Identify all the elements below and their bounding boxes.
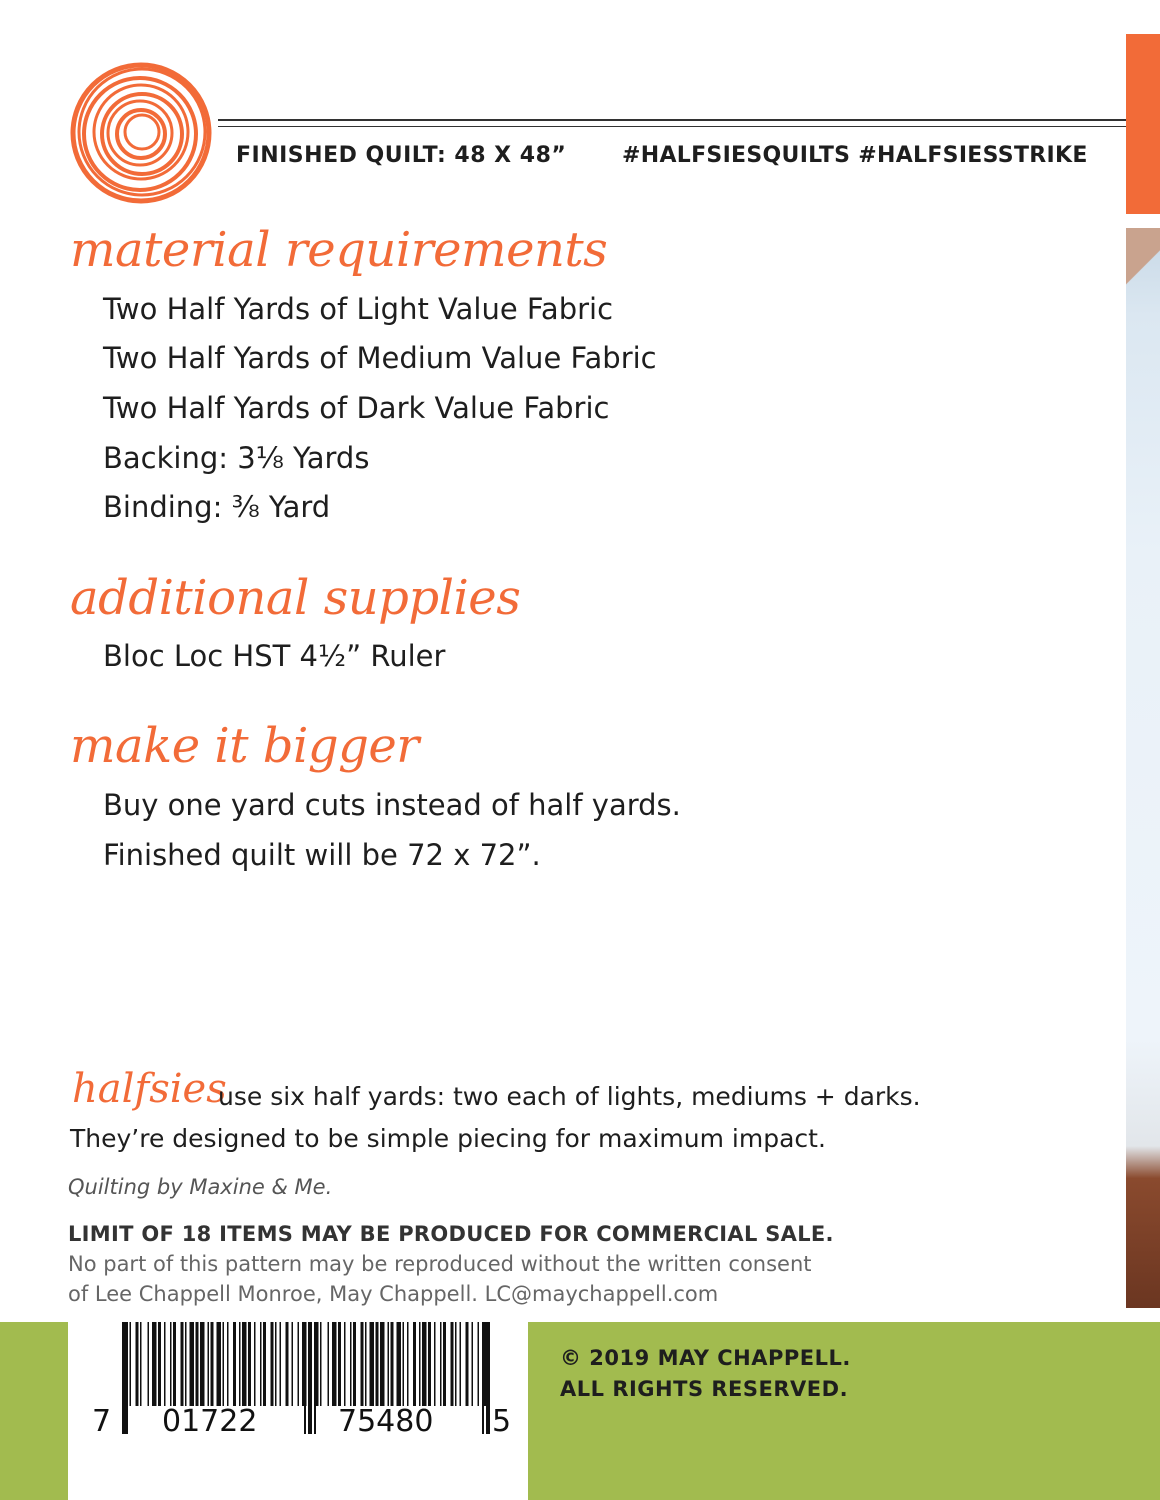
barcode-bar xyxy=(472,1322,474,1406)
barcode-bar xyxy=(275,1322,277,1406)
barcode-bar xyxy=(140,1322,142,1406)
barcode-bar xyxy=(365,1322,367,1406)
barcode-bar xyxy=(428,1322,431,1406)
barcode-bar xyxy=(164,1322,166,1406)
additional-supplies-title: additional supplies xyxy=(70,570,521,626)
edge-photo xyxy=(1126,228,1160,1308)
barcode-bar xyxy=(185,1322,187,1406)
barcode-guard-bar xyxy=(304,1322,306,1434)
barcode-bar xyxy=(332,1322,337,1406)
barcode-bars xyxy=(68,1312,528,1500)
barcode-bar xyxy=(190,1322,195,1406)
barcode-bar xyxy=(328,1322,330,1406)
barcode-bar xyxy=(242,1322,247,1406)
barcode-bar xyxy=(200,1322,205,1406)
bigger-item: Buy one yard cuts instead of half yards. xyxy=(103,788,681,822)
barcode-bar xyxy=(173,1322,176,1406)
barcode-bar xyxy=(353,1322,356,1406)
barcode-bar xyxy=(148,1322,150,1406)
barcode-bar xyxy=(455,1322,457,1406)
barcode-bar xyxy=(460,1322,462,1406)
barcode-guard-bar xyxy=(488,1322,490,1434)
barcode-bar xyxy=(397,1322,402,1406)
halfsies-description-2: They’re designed to be simple piecing for maximum impact. xyxy=(70,1124,826,1153)
barcode-bar xyxy=(158,1322,161,1406)
barcode-guard-bar xyxy=(486,1322,488,1434)
material-requirements-title: material requirements xyxy=(70,222,608,278)
material-item: Backing: 3⅛ Yards xyxy=(103,441,370,475)
barcode-digit-right: 5 xyxy=(492,1404,512,1439)
orange-edge-tab xyxy=(1126,34,1160,214)
barcode-group-2: 75480 xyxy=(338,1404,434,1439)
barcode-bar xyxy=(254,1322,256,1406)
barcode-bar xyxy=(208,1322,210,1406)
make-it-bigger-title: make it bigger xyxy=(70,718,419,774)
barcode-bar xyxy=(320,1322,322,1406)
barcode-bar xyxy=(466,1322,469,1406)
barcode-bar xyxy=(271,1322,274,1406)
bigger-item: Finished quilt will be 72 x 72”. xyxy=(103,838,541,872)
barcode-bar xyxy=(286,1322,289,1406)
barcode-bar xyxy=(391,1322,394,1406)
copyright-line: © 2019 MAY CHAPPELL. xyxy=(560,1346,851,1370)
barcode-bar xyxy=(217,1322,222,1406)
barcode-bar xyxy=(170,1322,172,1406)
barcode-bar xyxy=(434,1322,436,1406)
barcode-bar xyxy=(298,1322,300,1406)
legal-notice-contact: of Lee Chappell Monroe, May Chappell. LC@maychappell.com xyxy=(68,1282,719,1306)
barcode-bar xyxy=(403,1322,405,1406)
barcode-bar xyxy=(233,1322,236,1406)
barcode-bar xyxy=(292,1322,294,1406)
barcode-digit-left: 7 xyxy=(92,1404,112,1439)
commercial-limit: LIMIT OF 18 ITEMS MAY BE PRODUCED FOR COMMERCIAL SALE. xyxy=(68,1222,834,1246)
barcode-bar xyxy=(443,1322,446,1406)
barcode-guard-bar xyxy=(310,1322,312,1434)
barcode-bar xyxy=(211,1322,214,1406)
barcode-bar xyxy=(181,1322,184,1406)
barcode-guard-bar xyxy=(126,1322,128,1434)
barcode-bar xyxy=(152,1322,157,1406)
finished-quilt-size: FINISHED QUILT: 48 X 48” xyxy=(236,143,567,168)
barcode-bar xyxy=(440,1322,442,1406)
barcode-bar xyxy=(422,1322,427,1406)
barcode-bar xyxy=(361,1322,364,1406)
material-item: Two Half Yards of Light Value Fabric xyxy=(103,292,614,326)
barcode-bar xyxy=(413,1322,416,1406)
barcode-bar xyxy=(223,1322,225,1406)
barcode-bar xyxy=(248,1322,251,1406)
barcode-bar xyxy=(239,1322,241,1406)
barcode-bar xyxy=(451,1322,454,1406)
barcode-bar xyxy=(350,1322,352,1406)
barcode-bar xyxy=(376,1322,379,1406)
barcode-bar xyxy=(136,1322,139,1406)
header-rule xyxy=(218,119,1126,121)
barcode-bar xyxy=(263,1322,266,1406)
barcode-bar xyxy=(196,1322,199,1406)
barcode-bar xyxy=(370,1322,375,1406)
material-item: Two Half Yards of Dark Value Fabric xyxy=(103,391,610,425)
barcode-guard-bar xyxy=(308,1322,310,1434)
barcode-bar xyxy=(419,1322,421,1406)
barcode-group-1: 01722 xyxy=(162,1404,258,1439)
barcode-guard-bar xyxy=(122,1322,124,1434)
quilting-credit: Quilting by Maxine & Me. xyxy=(68,1175,333,1199)
rights-reserved-line: ALL RIGHTS RESERVED. xyxy=(560,1377,849,1401)
halfsies-wordmark: halfsies xyxy=(72,1066,227,1112)
barcode-bar xyxy=(338,1322,341,1406)
supply-item: Bloc Loc HST 4½” Ruler xyxy=(103,639,446,673)
material-item: Binding: ⅜ Yard xyxy=(103,490,331,524)
barcode-bar xyxy=(260,1322,262,1406)
barcode-bar xyxy=(407,1322,409,1406)
barcode-guard-bar xyxy=(314,1322,316,1434)
barcode-guard-bar xyxy=(124,1322,126,1434)
barcode-bar xyxy=(130,1322,132,1406)
halfsies-description: use six half yards: two each of lights, mediums + darks. xyxy=(218,1082,921,1111)
barcode-guard-bar xyxy=(482,1322,484,1434)
barcode-bar xyxy=(388,1322,390,1406)
header-rule-thin xyxy=(218,126,1126,127)
spiral-logo-icon xyxy=(66,58,216,208)
barcode-bar xyxy=(227,1322,229,1406)
barcode-bar xyxy=(478,1322,480,1406)
barcode xyxy=(68,1312,528,1500)
legal-notice: No part of this pattern may be reproduced without the written consent xyxy=(68,1252,812,1276)
barcode-bar xyxy=(380,1322,385,1406)
hashtags: #HALFSIESQUILTS #HALFSIESSTRIKE xyxy=(622,143,1088,168)
material-item: Two Half Yards of Medium Value Fabric xyxy=(103,341,657,375)
barcode-bar xyxy=(344,1322,346,1406)
barcode-bar xyxy=(280,1322,282,1406)
